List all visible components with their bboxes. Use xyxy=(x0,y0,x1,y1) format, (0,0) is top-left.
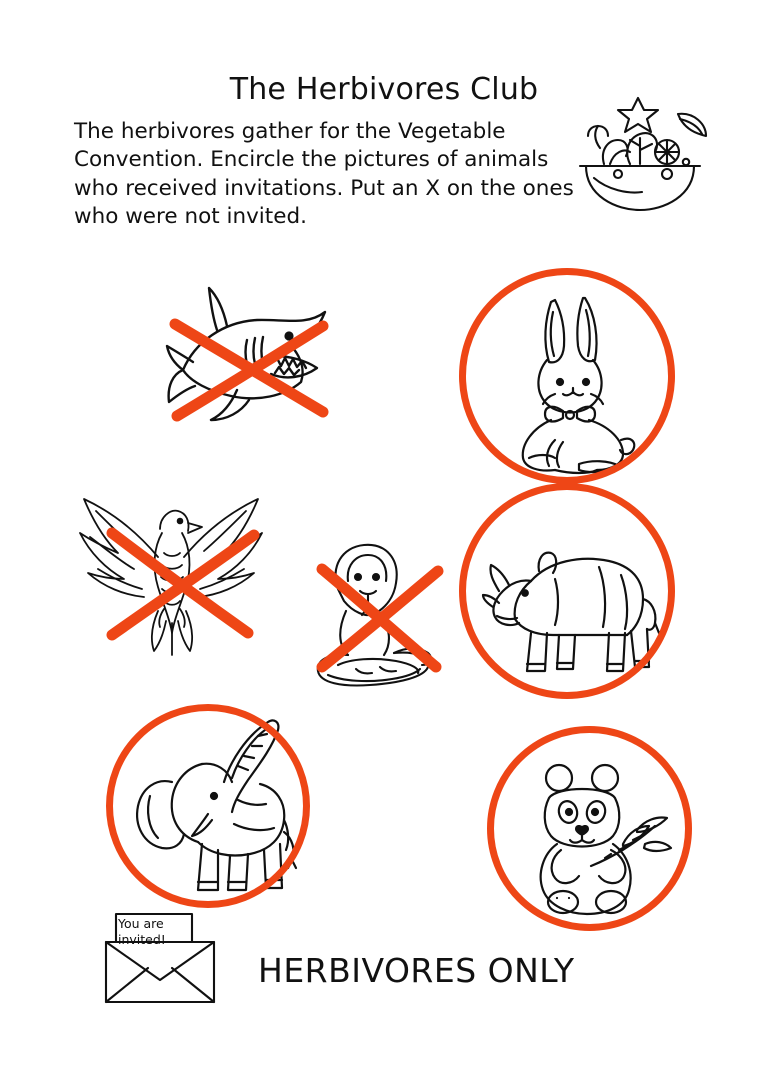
envelope-note xyxy=(118,916,190,947)
animal-rabbit[interactable] xyxy=(459,268,675,484)
animal-eagle[interactable] xyxy=(66,483,276,663)
animal-elephant[interactable] xyxy=(106,704,310,908)
page-title: The Herbivores Club xyxy=(229,72,539,107)
instructions-text: The herbivores gather for the Vegetable Convention. Encircle the pictures of animals who received invitations. Put an X on the ones who were not invited. xyxy=(74,119,574,230)
footer-label: HERBIVORES ONLY xyxy=(258,951,575,990)
envelope-note-line1: You are xyxy=(118,916,164,931)
salad-bowl-icon xyxy=(566,78,716,218)
envelope-note-line2: invited! xyxy=(118,931,166,947)
animal-panda[interactable] xyxy=(487,726,692,931)
animal-cobra[interactable] xyxy=(294,535,454,695)
animal-shark[interactable] xyxy=(165,278,335,438)
animal-rhino[interactable] xyxy=(459,483,675,699)
